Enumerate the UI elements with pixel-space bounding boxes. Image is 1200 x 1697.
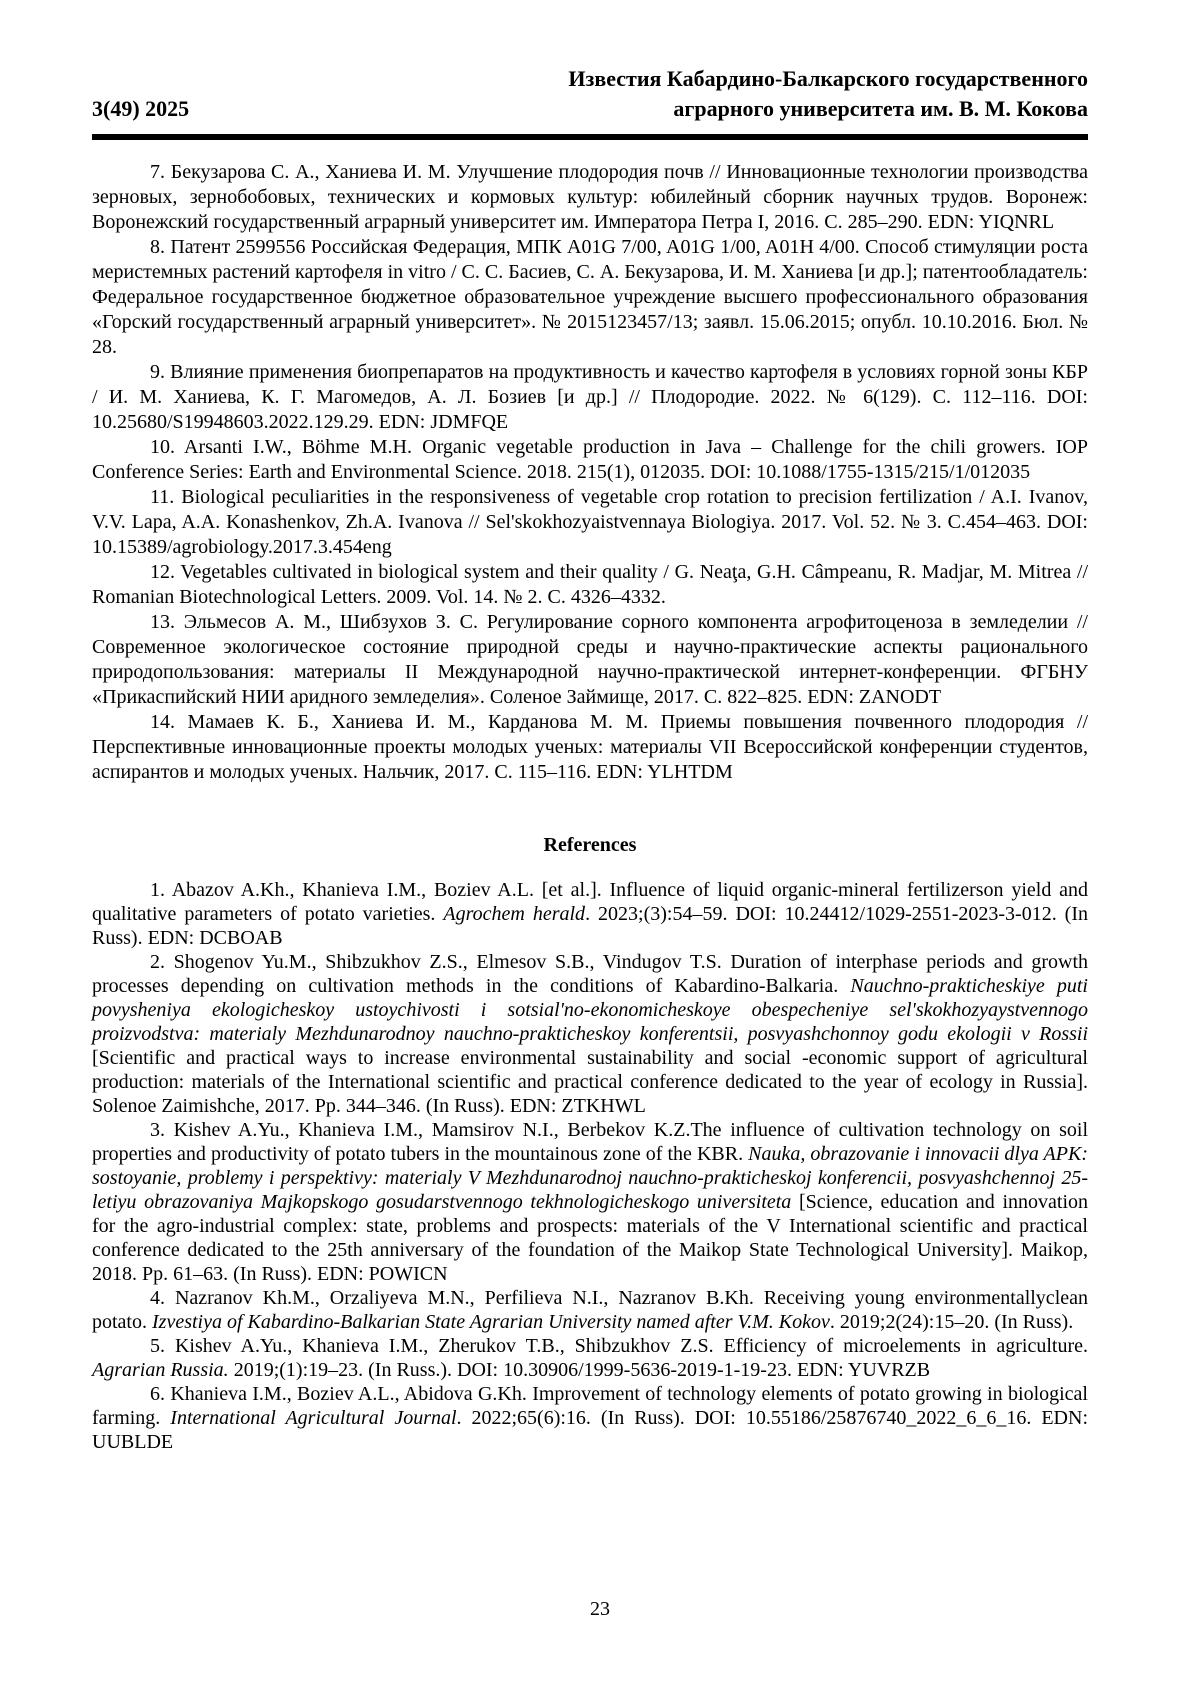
header-divider (92, 134, 1088, 140)
en-reference-3: 3. Kishev A.Yu., Khanieva I.M., Mamsirov N.I., Berbekov K.Z.The influence of cultivation technology on soil properties and productivity of potato tubers in the mountainous zone of the KBR. Nauka, obrazovanie i innovacii dlya APK: sostoyanie, problemy i perspektivy: materialy V Mezhdunarodnoj nauchno-prakticheskoj konferencii, posvyashchennoj 25-letiyu obrazovaniya Majkopskogo gosudarstvennogo tekhnologicheskogo universiteta [Science, education and innovation for the agro-industrial complex: state, problems and prospects: materials of the V International scientific and practical conference dedicated to the 25th anniversary of the foundation of the Maikop State Technological University]. Maikop, 2018. Pp. 61–63. (In Russ). EDN: POWICN (92, 1119, 1088, 1285)
en-reference-2: 2. Shogenov Yu.M., Shibzukhov Z.S., Elmesov S.B., Vindugov T.S. Duration of interphase periods and growth processes depending on cultivation methods in the conditions of Kabardino-Balkaria. Nauchno-prakticheskiye puti povysheniya ekologicheskoy ustoychivosti i sotsial'no-ekonomicheskoye obespecheniye sel'skokhozyaystvennogo proizvodstva: materialy Mezhdunarodnoy nauchno-prakticheskoy konferentsii, posvyashchonnoy godu ekologii v Rossii [Scientific and practical ways to increase environmental sustainability and social -economic support of agricultural production: materials of the International scientific and practical conference dedicated to the year of ecology in Russia]. Solenoe Zaimishche, 2017. Pp. 344–346. (In Russ). EDN: ZTKHWL (92, 951, 1088, 1117)
ru-reference-14: 14. Мамаев К. Б., Ханиева И. М., Карданова М. М. Приемы повышения почвенного плодородия // Перспективные инновационные проекты молодых ученых: материалы VII Всероссийской конференции студентов, аспирантов и молодых ученых. Нальчик, 2017. С. 115–116. EDN: YLHTDM (92, 711, 1088, 783)
en-reference-1: 1. Abazov A.Kh., Khanieva I.M., Boziev A.L. [et al.]. Influence of liquid organic-mineral fertilizerson yield and qualitative parameters of potato varieties. Agrochem herald. 2023;(3):54–59. DOI: 10.24412/1029-2551-2023-3-012. (In Russ). EDN: DCBOAB (92, 879, 1089, 949)
russian-references-list (92, 160, 1088, 785)
ru-reference-11: 11. Biological peculiarities in the responsiveness of vegetable crop rotation to precision fertilization / A.I. Ivanov, V.V. Lapa, A.A. Konashenkov, Zh.A. Ivanova // Sel'skokhozyaistvennaya Biologiya. 2017. Vol. 52. № 3. С.454–463. DOI: 10.15389/agrobiology.2017.3.454eng (92, 486, 1088, 558)
ru-reference-7: 7. Бекузарова С. А., Ханиева И. М. Улучшение плодородия почв // Инновационные технологии производства зерновых, зернобобовых, технических и кормовых культур: юбилейный сборник научных трудов. Воронеж: Воронежский государственный аграрный университет им. Императора Петра I, 2016. С. 285–290. EDN: YIQNRL (92, 161, 1088, 233)
journal-title-line2: аграрного университета им. В. М. Кокова (673, 96, 1088, 121)
en-reference-4: 4. Nazranov Kh.M., Orzaliyeva M.N., Perfilieva N.I., Nazranov B.Kh. Receiving young environmentallyclean potato. Izvestiya of Kabardino-Balkarian State Agrarian University named after V.M. Kokov. 2019;2(24):15–20. (In Russ). (92, 1287, 1088, 1333)
journal-title (568, 64, 1088, 124)
en-reference-5: 5. Kishev A.Yu., Khanieva I.M., Zherukov T.B., Shibzukhov Z.S. Efficiency of microelements in agriculture. Agrarian Russia. 2019;(1):19–23. (In Russ.). DOI: 10.30906/1999-5636-2019-1-19-23. EDN: YUVRZB (92, 1335, 1088, 1381)
english-references-list (92, 878, 1088, 1454)
page-header (92, 64, 1088, 124)
ru-reference-10: 10. Arsanti I.W., Böhme M.H. Organic vegetable production in Java – Challenge for the chili growers. IOP Conference Series: Earth and Environmental Science. 2018. 215(1), 012035. DOI: 10.1088/1755-1315/215/1/012035 (92, 436, 1088, 483)
ru-reference-13: 13. Эльмесов А. М., Шибзухов З. С. Регулирование сорного компонента агрофитоценоза в земледелии // Современное экологическое состояние природной среды и научно-практические аспекты рационального природопользования: материалы II Международной научно-практической интернет-конференции. ФГБНУ «Прикаспийский НИИ аридного земледелия». Соленое Займище, 2017. С. 822–825. EDN: ZANODT (92, 611, 1088, 708)
page-number: 23 (590, 1598, 610, 1620)
ru-reference-12: 12. Vegetables cultivated in biological system and their quality / G. Neaţa, G.H. Câmpeanu, R. Madjar, M. Mitrea // Romanian Biotechnological Letters. 2009. Vol. 14. № 2. С. 4326–4332. (92, 561, 1088, 608)
references-heading: References (543, 834, 637, 856)
ru-reference-9: 9. Влияние применения биопрепаратов на продуктивность и качество картофеля в условиях горной зоны КБР / И. М. Ханиева, К. Г. Магомедов, А. Л. Бозиев [и др.] // Плодородие. 2022. № 6(129). С. 112–116. DOI: 10.25680/S19948603.2022.129.29. EDN: JDMFQE (92, 361, 1088, 433)
ru-reference-8: 8. Патент 2599556 Российская Федерация, МПК A01G 7/00, A01G 1/00, A01H 4/00. Способ стимуляции роста меристемных растений картофеля in vitro / С. С. Басиев, С. А. Бекузарова, И. М. Ханиева [и др.]; патентообладатель: Федеральное государственное бюджетное образовательное учреждение высшего профессионального образования «Горский государственный аграрный университет». № 2015123457/13; заявл. 15.06.2015; опубл. 10.10.2016. Бюл. № 28. (92, 236, 1088, 358)
issue-number: 3(49) 2025 (92, 96, 190, 121)
journal-title-line1: Известия Кабардино-Балкарского государственного (568, 66, 1088, 91)
en-reference-6: 6. Khanieva I.M., Boziev A.L., Abidova G.Kh. Improvement of technology elements of potato growing in biological farming. International Agricultural Journal. 2022;65(6):16. (In Russ). DOI: 10.55186/25876740_2022_6_6_16. EDN: UUBLDE (92, 1383, 1089, 1453)
